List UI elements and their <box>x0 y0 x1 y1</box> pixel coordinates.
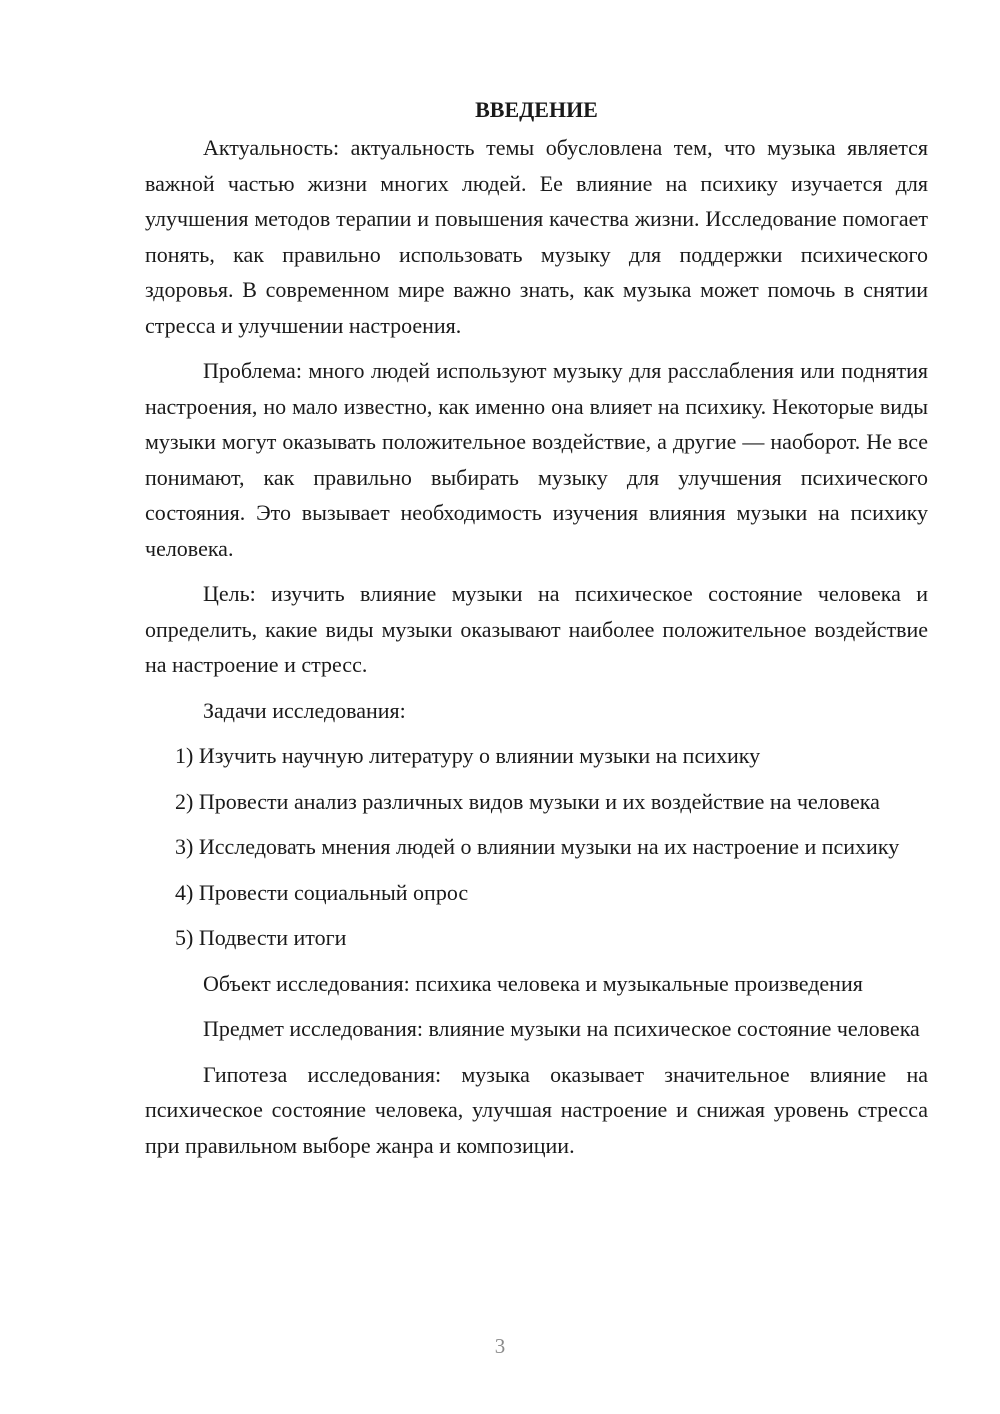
task-list-item: 3) Исследовать мнения людей о влиянии музыки на их настроение и психику <box>175 834 900 859</box>
paragraph-hypothesis: Гипотеза исследования: музыка оказывает значительное влияние на психическое состояние человека, улучшая настроение и снижая уровень стресса при правильном выборе жанра и композиции. <box>145 1061 928 1158</box>
section-heading: ВВЕДЕНИЕ <box>475 97 598 122</box>
paragraph-tasks-intro: Задачи исследования: <box>203 697 406 723</box>
task-list-item: 1) Изучить научную литературу о влиянии музыки на психику <box>175 743 761 768</box>
page-number: 3 <box>494 1334 506 1358</box>
paragraph-relevance: Актуальность: актуальность темы обусловлена тем, что музыка является важной частью жизни многих людей. Ее влияние на психику изучается для улучшения методов терапии и повышения качества жизни. Исследование помогает понять, как правильно использовать музыку для поддержки психического здоровья. В современном мире важно знать, как музыка может помочь в снятии стресса и улучшении настроения. <box>145 135 928 338</box>
document-page <box>145 92 928 1173</box>
task-list-item: 5) Подвести итоги <box>175 925 347 950</box>
paragraph-object: Объект исследования: психика человека и музыкальные произведения <box>203 970 863 996</box>
paragraph-goal: Цель: изучить влияние музыки на психическое состояние человека и определить, какие виды музыки оказывают наиболее положительное воздействие на настроение и стресс. <box>145 581 928 677</box>
paragraph-subject: Предмет исследования: влияние музыки на психическое состояние человека <box>203 1016 920 1041</box>
paragraph-problem: Проблема: много людей используют музыку для расслабления или поднятия настроения, но мало известно, как именно она влияет на психику. Некоторые виды музыки могут оказывать положительное воздействие, а другие — наоборот. Не все понимают, как правильно выбирать музыку для улучшения психического состояния. Это вызывает необходимость изучения влияния музыки на психику человека. <box>145 358 928 561</box>
task-list-item: 4) Провести социальный опрос <box>175 879 469 905</box>
task-list-item: 2) Провести анализ различных видов музыки и их воздействие на человека <box>175 788 880 814</box>
